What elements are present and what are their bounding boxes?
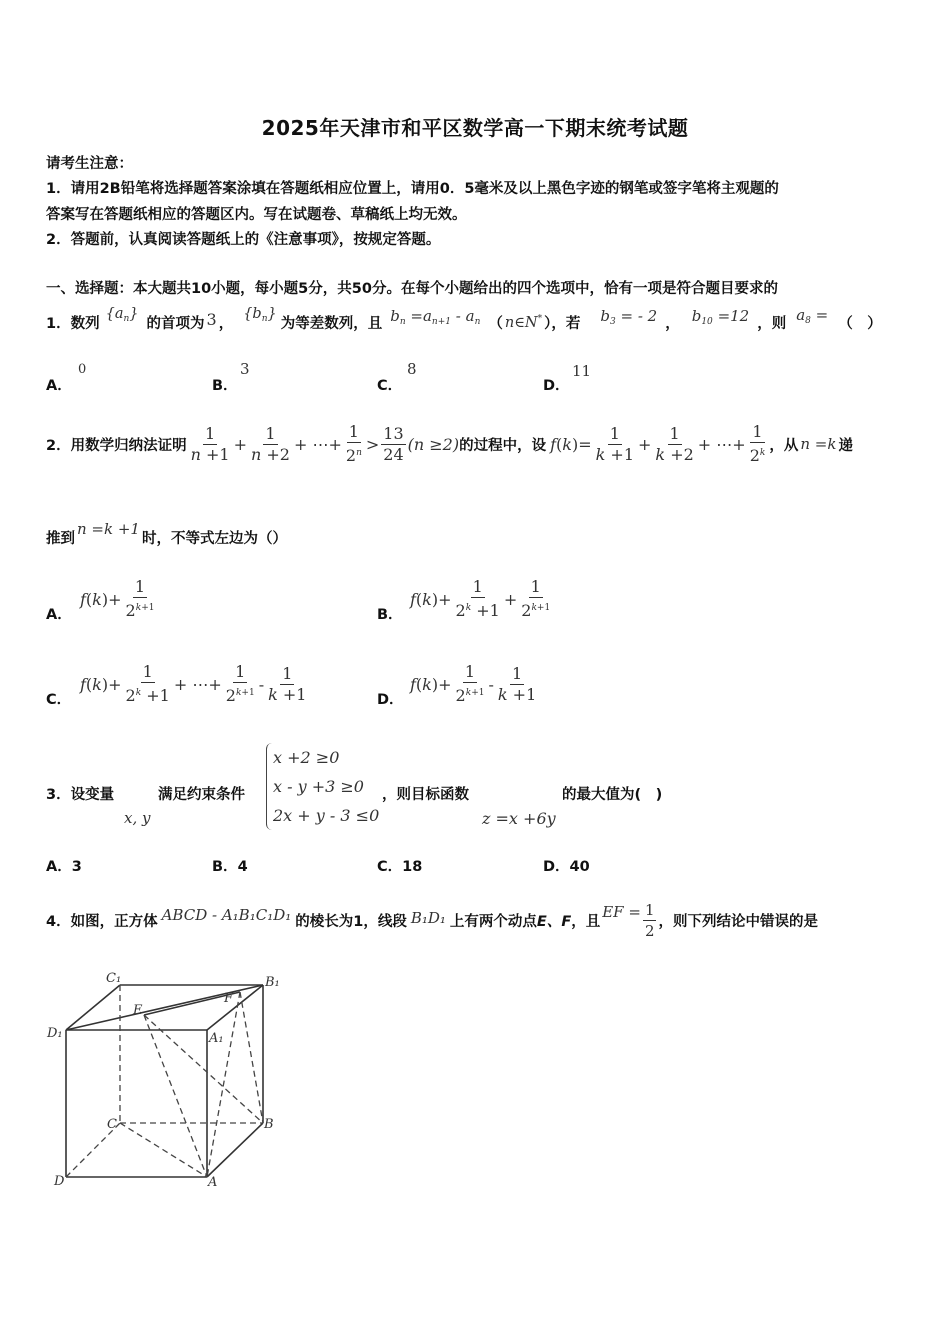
q2-text-5: 时，不等式左边为（） bbox=[141, 530, 287, 547]
constraint-system bbox=[266, 743, 379, 830]
q2-prefix: 2．用数学归纳法证明 bbox=[46, 437, 187, 454]
notice-heading: 请考生注意： bbox=[46, 156, 133, 172]
q2-text-2: ，从 bbox=[769, 437, 799, 454]
q3-text-2: ，则目标函数 bbox=[382, 787, 469, 803]
q2-text-1: 的过程中，设 bbox=[459, 437, 547, 454]
label-e: E bbox=[133, 1003, 143, 1018]
q3-option-d-value: 40 bbox=[569, 859, 590, 875]
diagonal-c-a bbox=[120, 1123, 207, 1177]
q1-prefix: 1．数列 bbox=[46, 315, 100, 332]
objective-function: z =x +6y bbox=[482, 809, 556, 828]
label-c: C bbox=[107, 1117, 117, 1132]
q2-option-b-label: B． bbox=[377, 607, 403, 623]
q3-prefix: 3．设变量 bbox=[46, 787, 115, 803]
section-heading: 一、选择题：本大题共10小题，每小题5分，共50分。在每个小题给出的四个选项中，恰有一项是符合题目要求的 bbox=[46, 281, 778, 297]
q4-text-4: ，则下列结论中错误的是 bbox=[658, 913, 818, 930]
label-b: B bbox=[264, 1117, 274, 1132]
q2-option-d-label: D． bbox=[377, 692, 404, 708]
notice-line-3: 2．答题前，认真阅读答题纸上的《注意事项》，按规定答题。 bbox=[46, 232, 441, 248]
q1-option-b-value: 3 bbox=[240, 360, 250, 378]
q3-option-b-label: B． bbox=[212, 859, 238, 875]
q2-option-c-expression: f ( k )+ $\frac{1}{2^k +1}$ + ⋯+ $\frac{1}{2^{k+1}}$ - $\frac{1}{k +1}$ bbox=[80, 662, 307, 705]
q1-option-d-label: D． bbox=[543, 378, 570, 394]
page-title: 2025年天津市和平区数学高一下期末统考试题 bbox=[261, 116, 689, 140]
diagonal-d1-b1 bbox=[66, 985, 263, 1030]
constraint-3: 2x + y - 3 ≤0 bbox=[273, 806, 380, 825]
q2-option-b-expression: f ( k )+ $\frac{1}{2^k +1}$ + $\frac{1}{2^{k+1}}$ bbox=[410, 577, 551, 620]
q2-text-3: 递 bbox=[838, 437, 853, 454]
q2-text-4: 推到 bbox=[46, 530, 75, 547]
segment-f-b bbox=[240, 992, 263, 1123]
frac-1-n1: $\frac{1}{n +1}$ bbox=[190, 423, 230, 464]
q1-text-6: ， bbox=[665, 315, 680, 332]
label-d: D bbox=[54, 1174, 65, 1189]
q1-text-5: ），若 bbox=[544, 315, 581, 332]
rhs-denominator: 24 bbox=[383, 444, 404, 464]
q1-text-7: ，则 bbox=[757, 315, 787, 332]
q3-option-b-value: 4 bbox=[237, 859, 248, 875]
label-f: F bbox=[224, 991, 234, 1006]
seq-a-set: $\{a_n\}$ bbox=[105, 306, 139, 324]
fk-definition: f ( k )= $\frac{1}{k +1}$ + $\frac{1}{k +2}$ + ⋯+ $\frac{1}{2^k}$ bbox=[550, 422, 766, 465]
frac-1-2n: $\frac{1}{2^n}$ bbox=[345, 422, 362, 465]
points-e-f: E、F bbox=[536, 913, 572, 930]
q1-text-2: ， bbox=[218, 315, 234, 332]
q1-text-3: 为等差数列，且 bbox=[280, 315, 383, 332]
q3-option-a-value: 3 bbox=[71, 859, 82, 875]
frac-1-k1: $\frac{1}{k +1}$ bbox=[595, 423, 634, 464]
q1-option-a-value: 0 bbox=[78, 362, 87, 377]
bn-definition: $b_n =a_{n+1} - a_n$ bbox=[390, 307, 481, 327]
q2-option-c-label: C． bbox=[46, 692, 72, 708]
q3-option-c-label: C． bbox=[377, 859, 403, 875]
q2-from-n: n =k bbox=[800, 435, 837, 453]
frac-1-2k: $\frac{1}{2^k}$ bbox=[749, 422, 766, 465]
q3-option-c-value: 18 bbox=[402, 859, 423, 875]
question-2-continued bbox=[46, 520, 287, 554]
segment-e-b bbox=[144, 1015, 263, 1123]
label-a1: A₁ bbox=[209, 1031, 224, 1046]
q3-text-3: 的最大值为( ) bbox=[562, 787, 663, 803]
b10-condition: $b_{10} =12$ bbox=[691, 307, 750, 327]
frac-1-k2: $\frac{1}{k +2}$ bbox=[655, 423, 694, 464]
half-fraction bbox=[643, 900, 657, 941]
half-denominator: 2 bbox=[644, 921, 655, 940]
q1-option-a-label: A． bbox=[46, 378, 72, 394]
question-2 bbox=[46, 416, 853, 472]
q1-text-8: （ ） bbox=[838, 315, 882, 332]
b3-condition: $b_3$ = - 2 bbox=[600, 307, 658, 327]
label-a: A bbox=[208, 1175, 218, 1190]
a8-expression: $a_8$ = bbox=[796, 306, 829, 326]
q2-inequality: $\frac{1}{n +1}$ + $\frac{1}{n +2}$ + ⋯+ $\frac{1}{2^n}$ > $\frac{13}{24}$ (n ≥2) bbox=[190, 422, 460, 465]
b10-value: =12 bbox=[717, 307, 750, 325]
q1-option-c-label: C． bbox=[377, 378, 403, 394]
q1-text-1: 的首项为 bbox=[146, 315, 205, 332]
b3-value: = - 2 bbox=[620, 307, 658, 325]
cube-figure bbox=[40, 960, 300, 1195]
notice-line-1: 1．请用2B铅笔将选择题答案涂填在答题纸相应位置上，请用0．5毫米及以上黑色字迹的钢笔或签字笔将主观题的 bbox=[46, 181, 779, 197]
ef-length: EF = bbox=[602, 903, 641, 921]
seq-b-set: $\{b_n\}$ bbox=[243, 306, 277, 324]
q2-option-a-expression: f ( k )+ $\frac{1}{2^{k+1}}$ bbox=[80, 577, 155, 620]
q2-option-d-expression: f ( k )+ $\frac{1}{2^{k+1}}$ - $\frac{1}{k +1}$ bbox=[410, 662, 537, 705]
q4-prefix: 4．如图，正方体 bbox=[46, 913, 158, 930]
frac-1-n2: $\frac{1}{n +2}$ bbox=[250, 423, 290, 464]
notice-line-2: 答案写在答题纸相应的答题区内。写在试题卷、草稿纸上均无效。 bbox=[46, 207, 467, 223]
q3-option-a-label: A． bbox=[46, 859, 72, 875]
question-1 bbox=[46, 302, 882, 342]
n-set-text: n∈N bbox=[504, 314, 538, 331]
question-4 bbox=[46, 898, 818, 942]
cube-name: ABCD - A₁B₁C₁D₁ bbox=[161, 906, 292, 924]
q2-to-n: n =k +1 bbox=[77, 520, 140, 538]
half-numerator: 1 bbox=[644, 900, 655, 919]
constraint-1: x +2 ≥0 bbox=[273, 748, 340, 767]
label-d1: D₁ bbox=[47, 1026, 63, 1041]
frac-13-24 bbox=[381, 424, 405, 465]
q1-first-term: 3 bbox=[206, 309, 217, 329]
label-b1: B₁ bbox=[265, 975, 280, 990]
constraint-2: x - y +3 ≥0 bbox=[273, 777, 364, 796]
n-natural-set: n∈N* bbox=[504, 313, 543, 331]
label-c1: C₁ bbox=[106, 971, 122, 986]
q1-option-c-value: 8 bbox=[407, 360, 417, 378]
segment-e-a bbox=[144, 1015, 207, 1177]
q3-variables: x, y bbox=[124, 809, 151, 827]
q4-text-2: 上有两个动点 bbox=[449, 913, 537, 930]
q2-option-a-label: A． bbox=[46, 607, 72, 623]
q3-text-1: 满足约束条件 bbox=[158, 787, 245, 803]
q4-text-3: ，且 bbox=[571, 913, 601, 930]
q2-condition: (n ≥2) bbox=[407, 434, 460, 454]
q1-text-4: （ bbox=[488, 315, 503, 332]
segment-b1d1: B₁D₁ bbox=[410, 909, 446, 927]
rhs-numerator: 13 bbox=[383, 423, 404, 443]
q3-option-d-label: D． bbox=[543, 859, 570, 875]
q1-option-b-label: B． bbox=[212, 378, 238, 394]
q1-option-d-value: 11 bbox=[572, 362, 592, 380]
q4-text-1: 的棱长为1，线段 bbox=[295, 913, 407, 930]
